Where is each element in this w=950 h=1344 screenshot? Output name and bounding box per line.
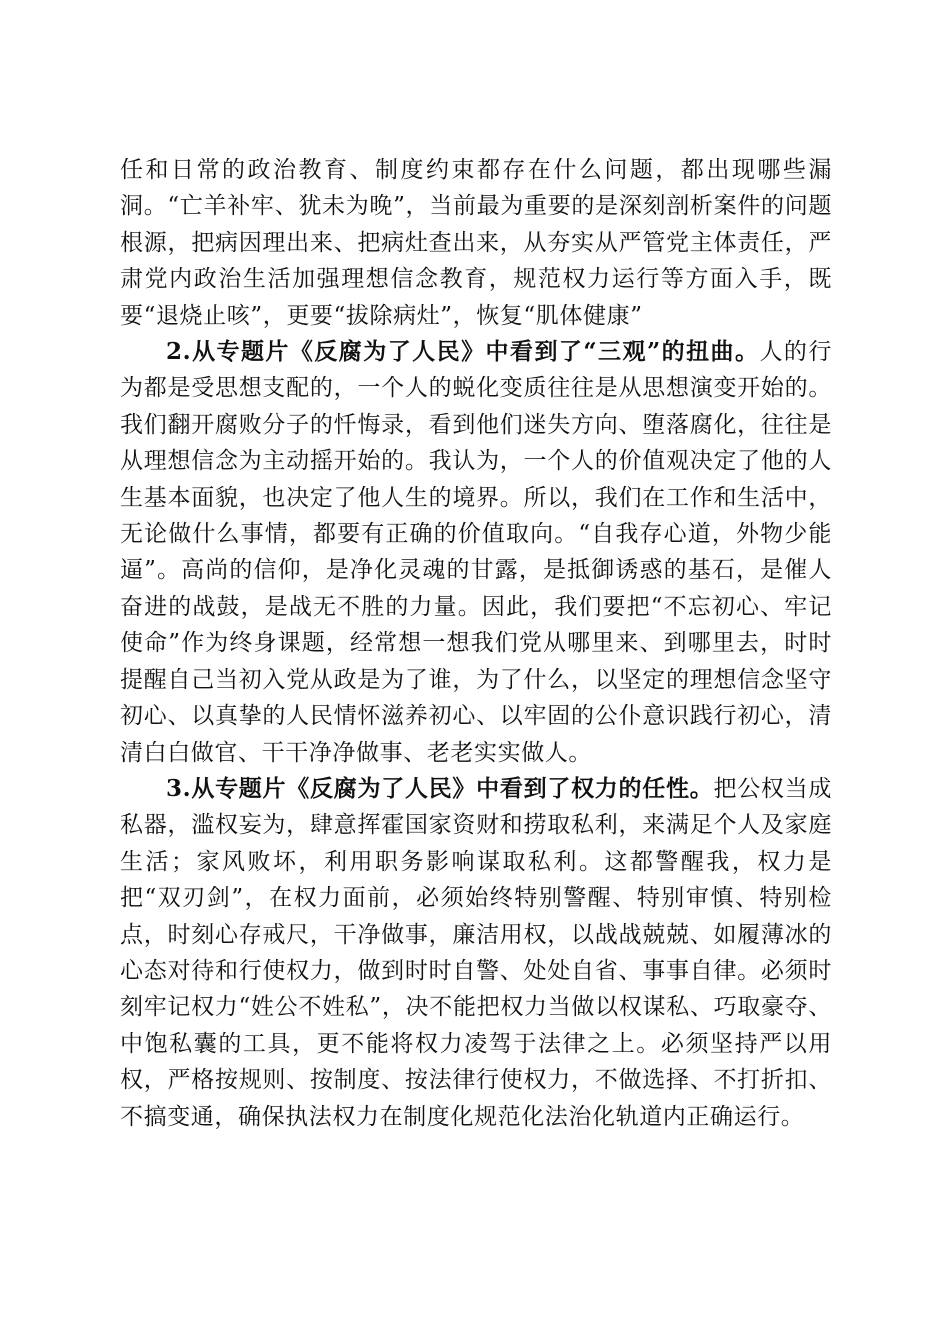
paragraph-1 [120,152,832,334]
document-body [120,152,832,1135]
paragraph-2-text: 人的行为都是受思想支配的，一个人的蜕化变质往往是从思想演变开始的。我们翻开腐败分子的忏悔录，看到他们迷失方向、堕落腐化，往往是从理想信念为主动摇开始的。我认为，一个人的价值观决定了他的人生基本面貌，也决定了他人生的境界。所以，我们在工作和生活中，无论做什么事情，都要有正确的价值取向。“自我存心道，外物少能逼”。高尚的信仰，是净化灵魂的甘露，是抵御诱惑的基石，是催人奋进的战鼓，是战无不胜的力量。因此，我们要把“不忘初心、牢记使命”作为终身课题，经常想一想我们党从哪里来、到哪里去，时时提醒自己当初入党从政是为了谁，为了什么，以坚定的理想信念坚守初心、以真挚的人民情怀滋养初心、以牢固的公仆意识践行初心，清清白白做官、干干净净做事、老老实实做人。 [120,339,832,766]
paragraph-3 [120,771,832,1135]
paragraph-3-text: 把公权当成私器，滥权妄为，肆意挥霍国家资财和捞取私利，来满足个人及家庭生活；家风败坏，利用职务影响谋取私利。这都警醒我，权力是把“双刃剑”，在权力面前，必须始终特别警醒、特别审慎、特别检点，时刻心存戒尺，干净做事，廉洁用权，以战战兢兢、如履薄冰的心态对待和行使权力，做到时时自警、处处自省、事事自律。必须时刻牢记权力“姓公不姓私”，决不能把权力当做以权谋私、巧取豪夺、中饱私囊的工具，更不能将权力凌驾于法律之上。必须坚持严以用权，严格按规则、按制度、按法律行使权力，不做选择、不打折扣、不搞变通，确保执法权力在制度化规范化法治化轨道内正确运行。 [120,775,832,1130]
paragraph-2-heading: 2.从专题片《反腐为了人民》中看到了“三观”的扭曲。 [166,338,760,366]
paragraph-3-heading: 3.从专题片《反腐为了人民》中看到了权力的任性。 [166,774,714,802]
paragraph-1-text: 任和日常的政治教育、制度约束都存在什么问题，都出现哪些漏洞。“亡羊补牢、犹未为晚”，当前最为重要的是深刻剖析案件的问题根源，把病因理出来、把病灶查出来，从夯实从严管党主体责任，严肃党内政治生活加强理想信念教育，规范权力运行等方面入手，既要“退烧止咳”，更要“拔除病灶”，恢复“肌体健康” [120,157,832,329]
paragraph-2 [120,334,832,771]
